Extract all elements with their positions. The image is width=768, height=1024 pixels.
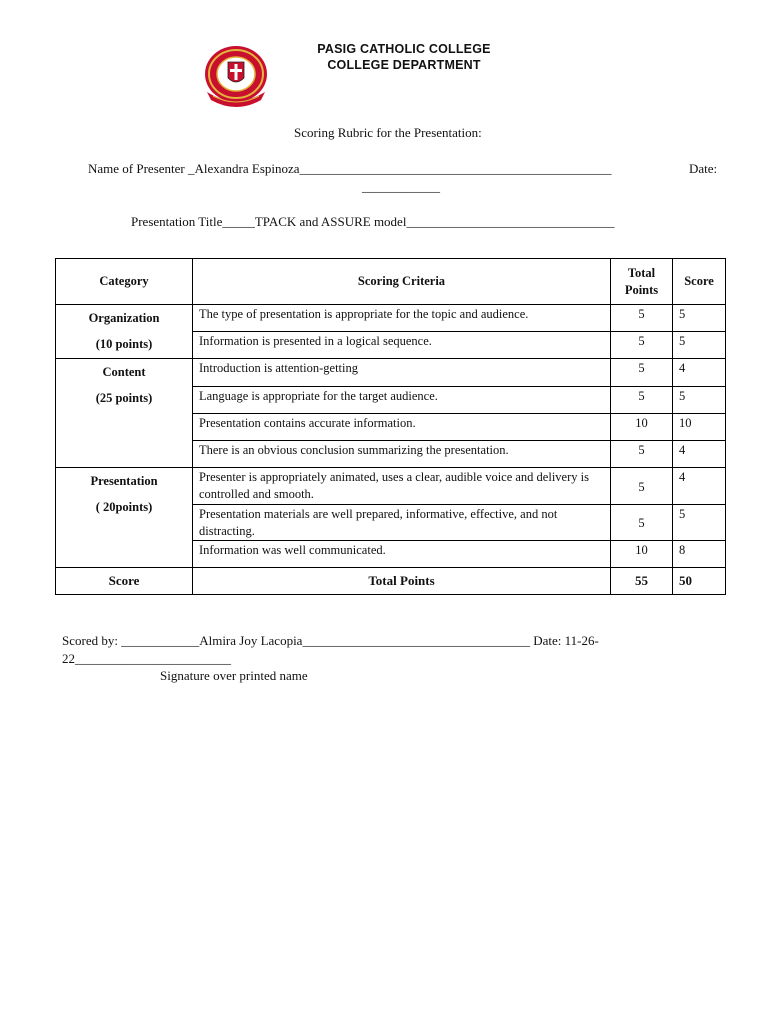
category-label: Presentation [90,474,158,488]
category-presentation [56,468,193,568]
total-row [56,568,726,595]
scored-date-continuation: 22________________________ [62,651,231,666]
score-cell: 4 [673,468,726,505]
header-category: Category [56,259,193,305]
total-points-cell: 5 [611,305,673,332]
college-seal-logo [201,44,271,110]
criteria-cell: The type of presentation is appropriate for the topic and audience. [193,305,611,332]
presentation-title-line: Presentation Title_____TPACK and ASSURE model________________________________ [131,214,615,229]
table-row [56,359,726,387]
total-points-label: Total Points [193,568,611,595]
score-cell: 4 [673,441,726,468]
signature-caption: Signature over printed name [160,668,308,683]
rubric-title: Scoring Rubric for the Presentation: [294,125,482,140]
category-organization [56,305,193,359]
header-total-points-line1: Total [627,265,656,280]
total-points-cell: 10 [611,541,673,568]
presenter-line: Name of Presenter _Alexandra Espinoza________________________________________________ [88,161,612,176]
criteria-cell: Introduction is attention-getting [193,359,611,387]
total-points-cell: 5 [611,505,673,541]
score-cell: 5 [673,505,726,541]
score-cell: 5 [673,387,726,414]
table-row [56,468,726,505]
header-total-points-line2: Points [624,282,659,297]
score-cell: 4 [673,359,726,387]
total-points-cell: 10 [611,414,673,441]
score-label: Score [56,568,193,595]
score-cell: 5 [673,332,726,359]
department-name: COLLEGE DEPARTMENT [327,58,481,72]
criteria-cell: Language is appropriate for the target audience. [193,387,611,414]
total-points-cell: 5 [611,468,673,505]
total-score-value: 50 [673,568,726,595]
header-criteria: Scoring Criteria [193,259,611,305]
table-header-row [56,259,726,305]
total-points-cell: 5 [611,332,673,359]
category-points: (10 points) [95,337,153,351]
category-content [56,359,193,468]
score-cell: 8 [673,541,726,568]
criteria-cell: Information was well communicated. [193,541,611,568]
total-points-cell: 5 [611,359,673,387]
scoring-rubric-table [55,258,726,595]
criteria-cell: Information is presented in a logical sequence. [193,332,611,359]
table-row [56,305,726,332]
score-cell: 5 [673,305,726,332]
category-points: (25 points) [95,391,153,405]
score-cell: 10 [673,414,726,441]
total-points-cell: 5 [611,441,673,468]
date-blank: ____________ [362,179,440,194]
category-label: Content [102,365,146,379]
date-label: Date: [689,161,718,176]
criteria-cell: Presenter is appropriately animated, uses a clear, audible voice and delivery is controlled and smooth. [193,468,611,505]
school-name: PASIG CATHOLIC COLLEGE [317,42,491,56]
total-points-cell: 5 [611,387,673,414]
category-points: ( 20points) [95,500,153,514]
criteria-cell: Presentation contains accurate information. [193,414,611,441]
criteria-cell: There is an obvious conclusion summarizing the presentation. [193,441,611,468]
header-total-points [611,259,673,305]
category-label: Organization [88,311,160,325]
total-points-value: 55 [611,568,673,595]
header-score: Score [673,259,726,305]
criteria-cell: Presentation materials are well prepared, informative, effective, and not distracting. [193,505,611,541]
scored-by-line: Scored by: ____________Almira Joy Lacopia___________________________________ Date: 11-26- [62,633,599,648]
